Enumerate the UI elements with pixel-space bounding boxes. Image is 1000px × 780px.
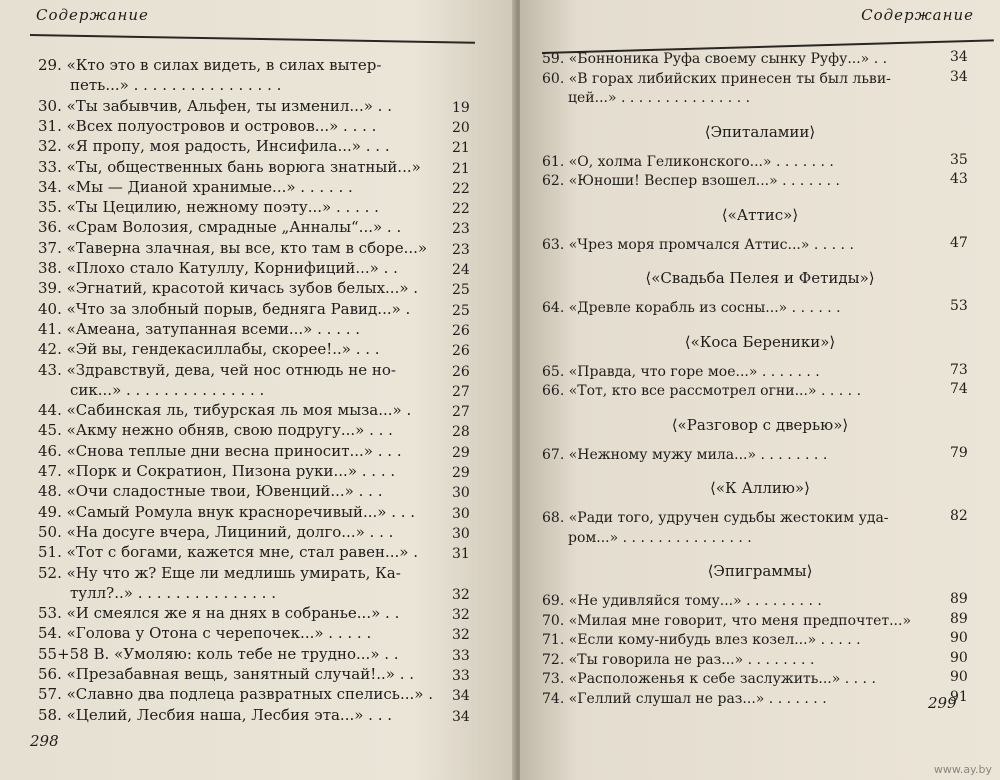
toc-entry-text: 34. «Мы — Дианой хранимые...» . . . . . .: [38, 177, 353, 196]
toc-entry: [38, 198, 379, 217]
watermark: www.ay.by: [933, 763, 992, 776]
toc-entry-text: 41. «Амеана, затупанная всеми...» . . . . .: [38, 319, 361, 338]
toc-entry-text: 60. «В горах либийских принесен ты был льви-: [542, 70, 891, 87]
toc-page-number: 73: [950, 361, 968, 378]
left-header-rule: [30, 34, 475, 44]
toc-page-number: 32: [452, 586, 470, 603]
toc-entry-text: 66. «Тот, кто все рассмотрел огни...» . . . . .: [542, 383, 862, 399]
toc-entry-text: 71. «Если кому-нибудь влез козел...» . . . . .: [542, 632, 861, 648]
toc-section-heading: ⟨«Коса Береники»⟩: [684, 332, 836, 351]
toc-entry-text: 48. «Очи сладостные твои, Ювенций...» . . .: [38, 482, 383, 501]
toc-entry: [38, 442, 402, 461]
toc-page-number: 82: [950, 508, 968, 524]
toc-page-number: 43: [950, 171, 968, 187]
toc-page-number: 30: [452, 525, 470, 542]
toc-entry-text: 40. «Что за злобный порыв, бедняга Равид...» .: [38, 299, 411, 318]
toc-entry: [70, 584, 276, 603]
toc-entry-text: 59. «Бонноника Руфа своему сынку Руфу...» . .: [542, 51, 888, 67]
toc-entry-text: 35. «Ты Цецилию, нежному поэту...» . . . . .: [38, 198, 379, 217]
toc-entry: [542, 236, 854, 255]
toc-entry: [38, 482, 382, 501]
toc-page-number: 26: [452, 322, 470, 339]
toc-page-number: 21: [452, 160, 470, 177]
toc-page-number: 20: [452, 119, 470, 136]
toc-entry-text: 29. «Кто это в силах видеть, в силах вытер-: [38, 56, 382, 74]
toc-entry: [38, 158, 421, 177]
toc-page-number: 27: [452, 383, 470, 400]
toc-entry-text: 36. «Срам Волозия, смрадные „Анналы“...» . .: [38, 218, 402, 237]
toc-entry-text: 32. «Я пропу, моя радость, Инсифила...» . . .: [38, 137, 390, 156]
toc-entry: [38, 218, 401, 237]
toc-entry: [38, 665, 414, 684]
toc-page-number: 29: [452, 444, 470, 461]
toc-entry-text: 54. «Голова у Отона с черепочек...» . . . . .: [38, 624, 372, 643]
toc-page-number: 23: [452, 221, 470, 238]
toc-entry: [38, 401, 411, 420]
toc-page-number: 28: [452, 424, 470, 441]
toc-entry-text: ром...» . . . . . . . . . . . . . . .: [568, 529, 752, 546]
toc-page-number: 74: [950, 381, 968, 397]
toc-page-number: 33: [452, 668, 470, 684]
toc-entry-text: 58. «Целий, Лесбия наша, Лесбия эта...» . . .: [38, 705, 393, 724]
toc-page-number: 19: [452, 99, 470, 116]
right-folio: 299: [928, 694, 957, 712]
toc-section-heading: ⟨Эпиграммы⟩: [707, 562, 813, 580]
toc-page-number: 91: [950, 688, 968, 705]
toc-page-number: 34: [452, 688, 470, 705]
toc-entry: [542, 172, 840, 191]
toc-entry: [542, 651, 814, 670]
toc-page-number: 33: [452, 647, 470, 664]
toc-entry-text: 74. «Геллий слушал не раз...» . . . . . . .: [542, 690, 827, 707]
toc-entry-text: 37. «Таверна злачная, вы все, кто там в сборе...»: [38, 238, 428, 257]
toc-entry: [38, 239, 427, 258]
toc-entry: [542, 670, 876, 689]
toc-entry: [38, 137, 390, 156]
toc-entry: [38, 685, 433, 704]
toc-entry: [542, 631, 861, 650]
toc-entry: [38, 604, 399, 623]
toc-entry: [38, 279, 418, 298]
toc-page-number: 79: [950, 444, 968, 461]
toc-entry-text: 30. «Ты забывчив, Альфен, ты изменил...» . .: [38, 96, 392, 115]
toc-entry-text: 53. «И смеялся же я на днях в собранье...» . .: [38, 604, 400, 623]
toc-page-number: 34: [950, 68, 968, 85]
toc-entry: [38, 706, 392, 725]
toc-entry-text: 69. «Не удивляйся тому...» . . . . . . . . .: [542, 593, 822, 609]
toc-entry: [542, 50, 887, 69]
toc-entry: [542, 592, 822, 611]
toc-entry-text: 61. «О, холма Геликонского...» . . . . . . .: [542, 153, 834, 170]
toc-page-number: 47: [950, 234, 968, 251]
toc-entry: [38, 259, 398, 278]
toc-entry: [542, 382, 861, 401]
toc-entry-text: 45. «Акму нежно обняв, свою подругу...» . . .: [38, 421, 393, 440]
toc-entry: [38, 361, 396, 380]
toc-page-number: 24: [452, 262, 470, 278]
toc-page-number: 32: [452, 627, 470, 644]
toc-page-number: 26: [452, 343, 470, 360]
toc-page-number: 22: [452, 201, 470, 218]
toc-page-number: 53: [950, 298, 968, 314]
toc-entry-text: 63. «Чрез моря промчался Аттис...» . . . . .: [542, 236, 854, 253]
toc-page-number: 89: [950, 591, 968, 607]
left-header: Содержание: [36, 6, 149, 24]
toc-entry: [70, 76, 281, 95]
toc-entry-text: 44. «Сабинская ль, тибурская ль моя мыза...» .: [38, 401, 412, 420]
toc-entry-text: сик...» . . . . . . . . . . . . . . .: [70, 380, 265, 399]
toc-entry: [568, 89, 750, 108]
toc-entry-text: 62. «Юноши! Веспер взошел...» . . . . . . .: [542, 173, 840, 189]
toc-entry: [38, 624, 371, 643]
toc-section-heading: ⟨«Свадьба Пелея и Фетиды»⟩: [645, 269, 875, 287]
toc-entry-text: 43. «Здравствуй, дева, чей нос отнюдь не но-: [38, 360, 396, 379]
toc-entry: [38, 97, 392, 116]
toc-section-heading: ⟨Эпиталамии⟩: [704, 122, 816, 141]
toc-entry-text: 46. «Снова теплые дни весна приносит...» . . .: [38, 441, 402, 460]
toc-entry: [38, 645, 399, 664]
toc-page-number: 25: [452, 302, 470, 319]
toc-entry: [542, 509, 889, 528]
toc-page-number: 29: [452, 465, 470, 481]
toc-page-number: 30: [452, 485, 470, 502]
toc-entry-text: 38. «Плохо стало Катуллу, Корнифиций...» . .: [38, 259, 398, 277]
toc-entry-text: 42. «Эй вы, гендекасиллабы, скорее!..» . . .: [38, 340, 380, 359]
toc-entry: [38, 543, 418, 562]
toc-section-heading: ⟨«К Аллию»⟩: [710, 479, 810, 497]
toc-entry-text: 52. «Ну что ж? Еще ли медлишь умирать, Ка-: [38, 563, 401, 582]
toc-entry-text: 67. «Нежному мужу мила...» . . . . . . . .: [542, 446, 828, 463]
toc-entry-text: 72. «Ты говорила не раз...» . . . . . . . .: [542, 651, 815, 668]
toc-page-number: 34: [452, 708, 470, 725]
toc-entry: [568, 529, 752, 548]
toc-entry-text: 56. «Презабавная вещь, занятный случай!..» . .: [38, 665, 415, 683]
toc-entry-text: 68. «Ради того, удручен судьбы жестоким уда-: [542, 510, 889, 526]
toc-page-number: 23: [452, 241, 470, 258]
toc-entry-text: цей...» . . . . . . . . . . . . . . .: [568, 90, 751, 106]
toc-entry: [542, 299, 841, 318]
toc-entry: [38, 421, 393, 440]
toc-page-number: 22: [452, 180, 470, 197]
toc-entry: [542, 446, 827, 465]
toc-entry-text: 51. «Тот с богами, кажется мне, стал равен...» .: [38, 543, 418, 562]
toc-page-number: 25: [452, 282, 470, 299]
toc-page-number: 90: [950, 649, 968, 666]
toc-entry: [542, 363, 820, 382]
toc-entry: [542, 153, 834, 172]
toc-entry: [38, 564, 401, 583]
toc-entry: [38, 178, 353, 197]
toc-entry-text: 39. «Эгнатий, красотой кичась зубов белых...» .: [38, 279, 419, 298]
toc-section-heading: ⟨«Аттис»⟩: [721, 205, 799, 224]
toc-entry: [38, 503, 415, 522]
toc-entry-text: тулл?..» . . . . . . . . . . . . . . .: [70, 583, 276, 602]
toc-section-heading: ⟨«Разговор с дверью»⟩: [671, 415, 849, 434]
toc-entry-text: 65. «Правда, что горе мое...» . . . . . . .: [542, 363, 820, 380]
toc-page-number: 90: [950, 669, 968, 685]
toc-entry-text: 64. «Древле корабль из сосны...» . . . . . .: [542, 300, 841, 316]
toc-page-number: 89: [950, 610, 968, 627]
toc-entry-text: 50. «На досуге вчера, Лициний, долго...» . . .: [38, 522, 394, 541]
toc-page-number: 27: [452, 404, 470, 421]
toc-entry: [542, 612, 911, 631]
toc-page-number: 32: [452, 607, 470, 624]
toc-page-number: 34: [950, 49, 968, 65]
toc-entry-text: 57. «Славно два подлеца развратных спелись...» .: [38, 685, 433, 704]
toc-entry: [70, 381, 264, 400]
toc-page-number: 90: [950, 630, 968, 646]
toc-entry: [542, 690, 827, 709]
toc-page-number: 31: [452, 546, 470, 563]
toc-page-number: 26: [452, 363, 470, 380]
toc-page-number: 21: [452, 140, 470, 157]
right-header: Содержание: [861, 6, 974, 24]
toc-entry-text: петь...» . . . . . . . . . . . . . . . .: [70, 76, 282, 95]
toc-entry-text: 31. «Всех полуостровов и островов...» . . . .: [38, 116, 377, 135]
left-folio: 298: [30, 732, 59, 750]
toc-entry-text: 47. «Порк и Сократион, Пизона руки...» . . . .: [38, 462, 396, 480]
toc-entry: [38, 117, 376, 136]
toc-page-number: 35: [950, 151, 968, 168]
toc-entry: [38, 523, 393, 542]
toc-entry-text: 73. «Расположенья к себе заслужить...» . . . .: [542, 671, 876, 687]
toc-entry: [38, 320, 360, 339]
toc-entry-text: 33. «Ты, общественных бань ворюга знатный...»: [38, 157, 421, 176]
right-page: [520, 0, 1000, 780]
toc-entry: [542, 70, 891, 89]
toc-entry: [38, 56, 381, 75]
toc-entry-text: 70. «Милая мне говорит, что меня предпочтет...»: [542, 612, 912, 629]
toc-entry: [38, 340, 380, 359]
toc-page-number: 30: [452, 505, 470, 522]
toc-entry-text: 49. «Самый Ромула внук красноречивый...» . . .: [38, 502, 416, 521]
toc-entry: [38, 462, 395, 481]
toc-entry: [38, 300, 410, 319]
toc-entry-text: 55+58 В. «Умоляю: коль тебе не трудно...» . .: [38, 644, 399, 663]
